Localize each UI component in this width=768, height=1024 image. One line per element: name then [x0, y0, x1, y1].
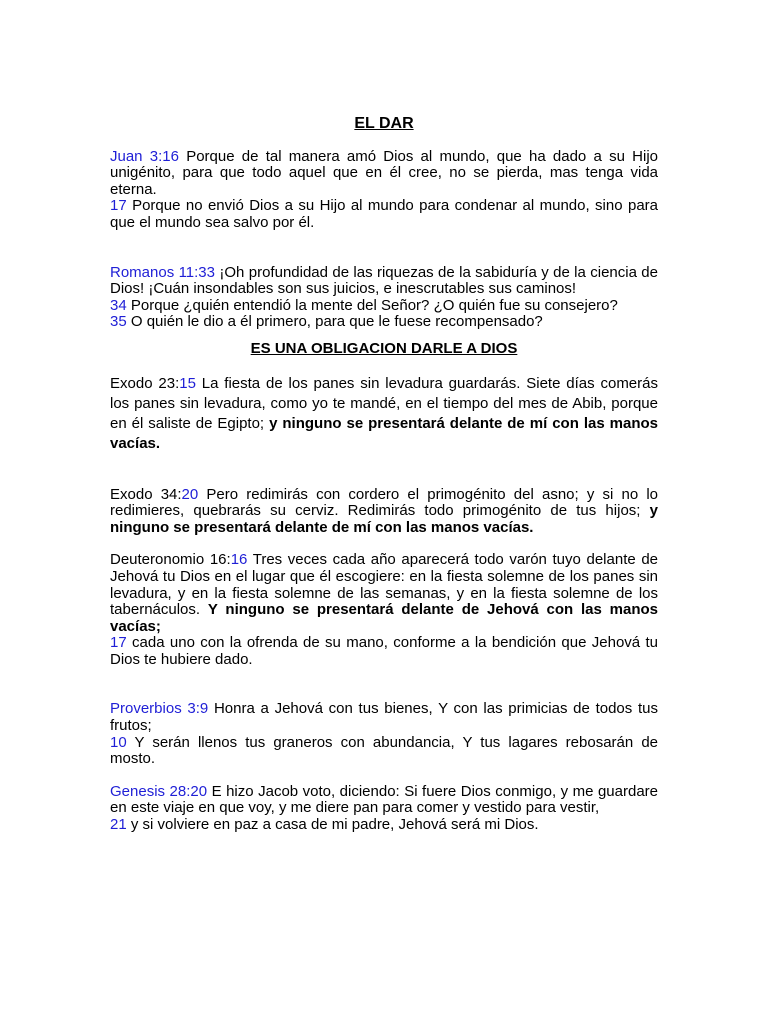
verse-exodo-34-20 [110, 487, 658, 537]
verse-romanos-11-34 [110, 298, 658, 315]
verse-text: O quién le dio a él primero, para que le fuese recompensado? [126, 313, 543, 331]
verse-romanos-11-33 [110, 265, 658, 298]
verse-text: Porque ¿quién entendió la mente del Señor? ¿O quién fue su consejero? [126, 296, 618, 314]
verse-reference: 17 [110, 197, 127, 215]
document-body [110, 116, 658, 834]
verse-romanos-11-35 [110, 314, 658, 331]
verse-genesis-28-20 [110, 784, 658, 817]
verse-book: Deuteronomio 16: [110, 551, 231, 569]
verse-text: ¡Oh profundidad de las riquezas de la sabiduría y de la ciencia de Dios! ¡Cuán insondables son sus juicios, e inescrutables sus caminos! [110, 263, 658, 298]
verse-reference: 34 [110, 296, 127, 314]
verse-proverbios-3-9 [110, 701, 658, 734]
verse-emphasis: y ninguno se presentará delante de mí con las manos vacías. [110, 502, 658, 536]
verse-deuteronomio-16-17 [110, 635, 658, 668]
verse-reference: 21 [110, 816, 127, 834]
verse-emphasis: y ninguno se presentará delante de mí con las manos vacías. [110, 414, 658, 452]
verse-book: Exodo 23: [110, 374, 180, 392]
verse-deuteronomio-16-16 [110, 552, 658, 635]
document-title: EL DAR [354, 115, 414, 132]
verse-reference: 20 [181, 485, 199, 503]
verse-reference: 35 [110, 313, 127, 331]
verse-reference: Juan 3:16 [110, 147, 179, 165]
verse-juan-3-16 [110, 149, 658, 199]
verse-reference: 17 [110, 634, 127, 652]
verse-genesis-28-21 [110, 817, 658, 834]
verse-reference: 15 [179, 374, 196, 392]
verse-reference: Genesis 28:20 [110, 782, 208, 800]
verse-reference: Proverbios 3:9 [110, 700, 209, 718]
verse-book: Exodo 34: [110, 485, 182, 503]
verse-proverbios-3-10 [110, 735, 658, 768]
verse-text: Y serán llenos tus graneros con abundancia, Y tus lagares rebosarán de mosto. [110, 733, 658, 768]
verse-text: y si volviere en paz a casa de mi padre, Jehová será mi Dios. [126, 816, 539, 834]
verse-text: Pero redimirás con cordero el primogénito del asno; y si no lo redimieres, quebrarás su cerviz. Redimirás todo primogénito de tus hijos; [110, 485, 658, 520]
verse-exodo-23-15 [110, 374, 658, 454]
verse-text: Tres veces cada año aparecerá todo varón tuyo delante de Jehová tu Dios en el lugar que él escogiere: en la fiesta solemne de los panes sin levadura, y en la fiesta solemne de las semanas, y en la fiesta solemne de los tabernáculos. [110, 551, 659, 619]
verse-reference: 16 [230, 551, 248, 569]
verse-reference: Romanos 11:33 [110, 263, 215, 281]
section-subtitle: ES UNA OBLIGACION DARLE A DIOS [250, 339, 518, 357]
verse-text: Porque no envió Dios a su Hijo al mundo para condenar al mundo, sino para que el mundo sea salvo por él. [110, 197, 658, 231]
verse-reference: 10 [110, 733, 127, 751]
verse-text: cada uno con la ofrenda de su mano, conforme a la bendición que Jehová tu Dios te hubiere dado. [110, 634, 658, 668]
verse-text: Honra a Jehová con tus bienes, Y con las primicias de todos tus frutos; [110, 700, 658, 735]
verse-text: Porque de tal manera amó Dios al mundo, que ha dado a su Hijo unigénito, para que todo aquel que en él cree, no se pierda, mas tenga vida eterna. [110, 147, 659, 198]
verse-text: E hizo Jacob voto, diciendo: Si fuere Dios conmigo, y me guardare en este viaje en que voy, y me diere pan para comer y vestido para vestir, [110, 782, 659, 817]
verse-emphasis: Y ninguno se presentará delante de Jehová con las manos vacías; [110, 601, 658, 635]
verse-juan-3-17 [110, 198, 658, 231]
verse-text: La fiesta de los panes sin levadura guardarás. Siete días comerás los panes sin levadura, como yo te mandé, en el tiempo del mes de Abib, porque en él saliste de Egipto; [110, 374, 658, 432]
